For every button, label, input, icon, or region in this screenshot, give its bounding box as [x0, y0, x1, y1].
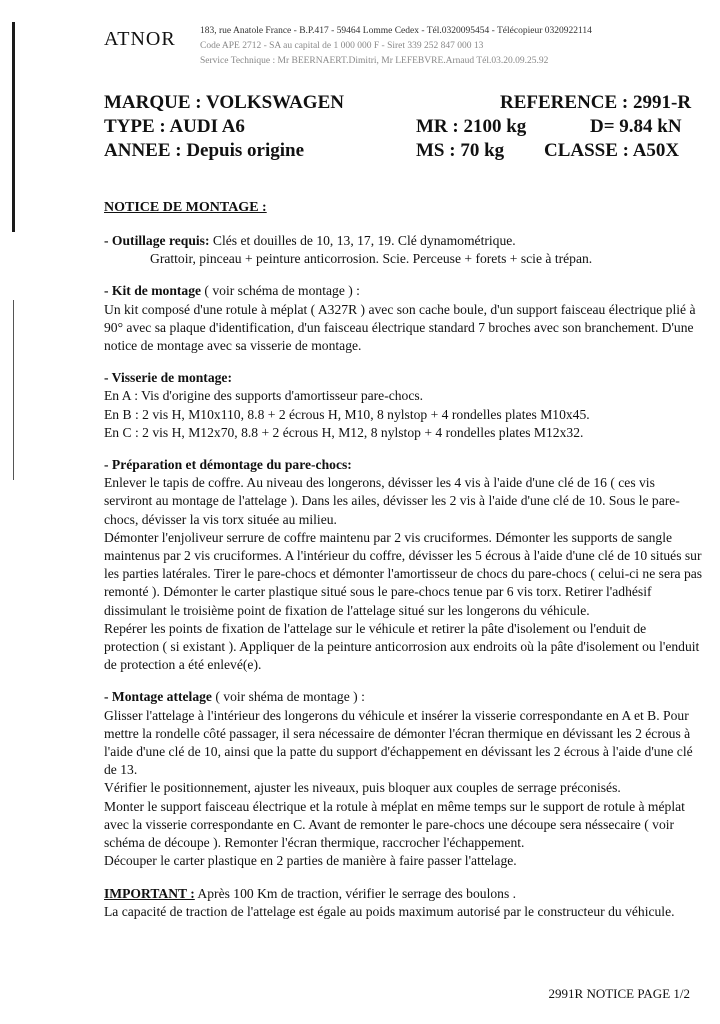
section-text: Après 100 Km de traction, vérifier le serrage des boulons .	[194, 885, 517, 901]
page-footer: 2991R NOTICE PAGE 1/2	[548, 986, 690, 1001]
section-text: Grattoir, pinceau + peinture anticorrosion. Scie. Perceuse + forets + scie à trépan.	[150, 251, 593, 267]
section-outillage	[104, 232, 704, 268]
section-montage	[104, 688, 704, 870]
section-kit	[104, 282, 704, 355]
company-logo: ATNOR	[104, 28, 176, 50]
notice-body	[104, 232, 704, 921]
vehicle-marque: MARQUE : VOLKSWAGEN	[104, 92, 344, 113]
scan-edge-mark	[12, 22, 15, 232]
section-heading-note: ( voir schéma de montage ) :	[201, 283, 360, 299]
notice-title: NOTICE DE MONTAGE :	[104, 200, 267, 215]
section-text: Démonter l'enjoliveur serrure de coffre maintenu par 2 vis cruciformes. Démonter les supports de sangle maintenus par 2 vis cruciformes. A l'intérieur du coffre, dévisser les 5 écrous à l'aide d'une clé de 10 situés sur les parties latérales. Tirer le pare-chocs et démonter l'amortisseur de chocs du pare-chocs ( celui-ci ne sera pas remonté ). Démonter le carter plastique situé sous le pare-chocs tenue par 6 vis torx. Retirer l'adhésif dissimulant le troisième point de fixation de l'attelage situé sur les longerons du véhicule.	[104, 529, 703, 618]
section-text: Clés et douilles de 10, 13, 17, 19. Clé dynamométrique.	[209, 233, 516, 248]
section-text: La capacité de traction de l'attelage est égale au poids maximum autorisé par le constructeur du véhicule.	[104, 903, 675, 919]
vehicle-classe: CLASSE : A50X	[544, 140, 680, 161]
section-text: Enlever le tapis de coffre. Au niveau des longerons, dévisser les 4 vis à l'aide d'une clé de 16 ( ces vis serviront au montage de l'attelage ). Dans les ailes, dévisser les 2 vis à l'aide d'une clé de 10. Sous le pare-chocs, dévisser la vis torx située au milieu.	[104, 475, 680, 527]
scan-edge-mark-lower	[13, 300, 14, 480]
important-label: IMPORTANT :	[104, 885, 195, 901]
visserie-b: En B : 2 vis H, M10x110, 8.8 + 2 écrous H, M10, 8 nylstop + 4 rondelles plates M10x45.	[104, 406, 590, 422]
section-heading: - Montage attelage	[104, 689, 212, 705]
section-heading: - Préparation et démontage du pare-chocs:	[104, 457, 352, 473]
section-text: Vérifier le positionnement, ajuster les niveaux, puis bloquer aux couples de serrage préconisés.	[104, 780, 621, 796]
vehicle-mr: MR : 2100 kg	[416, 116, 527, 137]
section-text: Un kit composé d'une rotule à méplat ( A327R ) avec son cache boule, d'un support faisceau électrique plié à 90° avec sa plaque d'identification, d'un faisceau électrique standard 7 broches avec son branchement. D'une notice de montage avec sa visserie de montage.	[104, 301, 696, 354]
company-registration: Code APE 2712 - SA au capital de 1 000 000 F - Siret 339 252 847 000 13	[200, 41, 484, 51]
visserie-c: En C : 2 vis H, M12x70, 8.8 + 2 écrous H, M12, 8 nylstop + 4 rondelles plates M12x32.	[104, 424, 584, 440]
section-text: Monter le support faisceau électrique et la rotule à méplat en même temps sur le support de rotule à méplat avec la visserie correspondante en C. Avant de remonter le pare-chocs une découpe sera néssecaire ( voir schéma de découpe ). Remonter l'écran thermique, raccrocher l'échappement.	[104, 798, 685, 851]
section-text: Glisser l'attelage à l'intérieur des longerons du véhicule et insérer la visserie correspondante en A et B. Pour mettre la rondelle côté passager, il sera nécessaire de démonter l'écran thermique en dévissant les 2 écrous à l'aide d'une clé de 10, ainsi que la patte du support d'échappement en dévissant les 2 écrous à l'aide d'une clé de 13.	[104, 707, 693, 778]
section-heading: - Visserie de montage:	[104, 370, 232, 386]
company-address: 183, rue Anatole France - B.P.417 - 59464 Lomme Cedex - Tél.0320095454 - Télécopieur 0320922114	[200, 26, 592, 36]
vehicle-annee: ANNEE : Depuis origine	[104, 140, 305, 161]
vehicle-reference: REFERENCE : 2991-R	[500, 92, 692, 113]
section-text: Découper le carter plastique en 2 parties de manière à faire passer l'attelage.	[104, 853, 517, 869]
section-heading: - Kit de montage	[104, 283, 202, 299]
section-preparation	[104, 456, 704, 674]
company-address-block	[200, 24, 592, 69]
section-text: Repérer les points de fixation de l'attelage sur le véhicule et retirer la pâte d'isolement ou l'enduit de protection ( si existant ). Appliquer de la peinture anticorrosion aux endroits où la pâte d'isolement ou l'enduit de protection a été enlevé(e).	[104, 620, 700, 673]
section-heading-note: ( voir shéma de montage ) :	[211, 689, 365, 705]
section-important	[104, 885, 704, 921]
visserie-a: En A : Vis d'origine des supports d'amortisseur pare-chocs.	[104, 388, 424, 404]
vehicle-ms: MS : 70 kg	[416, 140, 505, 161]
section-heading: - Outillage requis:	[104, 233, 210, 248]
section-visserie	[104, 369, 704, 442]
vehicle-type: TYPE : AUDI A6	[104, 116, 245, 137]
vehicle-d-value: D= 9.84 kN	[590, 116, 682, 137]
company-service-contact: Service Technique : Mr BEERNAERT.Dimitri, Mr LEFEBVRE.Arnaud Tél.03.20.09.25.92	[200, 56, 549, 66]
